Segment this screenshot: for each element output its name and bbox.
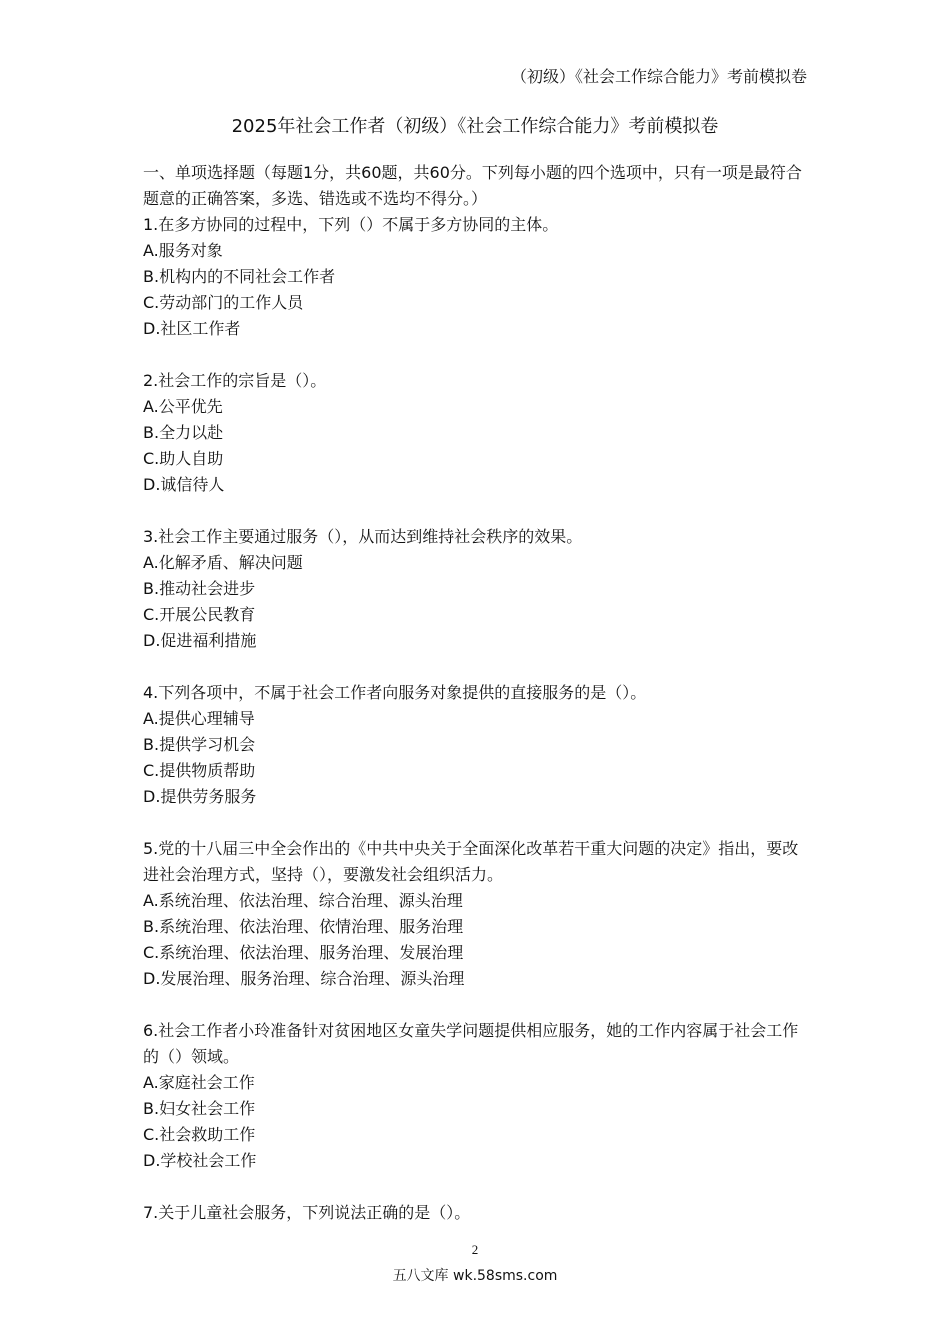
- answer-option: A.化解矛盾、解决问题: [143, 553, 303, 572]
- answer-option: B.提供学习机会: [143, 735, 256, 754]
- answer-option: B.推动社会进步: [143, 579, 256, 598]
- answer-option: B.妇女社会工作: [143, 1099, 256, 1118]
- answer-option: A.服务对象: [143, 241, 223, 260]
- answer-option: C.提供物质帮助: [143, 761, 256, 780]
- question-stem: 1.在多方协同的过程中，下列（）不属于多方协同的主体。: [143, 215, 559, 234]
- answer-option: C.开展公民教育: [143, 605, 256, 624]
- answer-option: D.促进福利措施: [143, 631, 257, 650]
- question-item: [143, 212, 811, 342]
- question-stem: 4.下列各项中，不属于社会工作者向服务对象提供的直接服务的是（）。: [143, 683, 647, 702]
- document-body: [143, 160, 811, 1252]
- footer-watermark: 五八文库 wk.58sms.com: [392, 1268, 558, 1284]
- page-number: 2: [471, 1242, 479, 1257]
- answer-option: C.社会救助工作: [143, 1125, 256, 1144]
- answer-option: D.提供劳务服务: [143, 787, 257, 806]
- answer-option: D.社区工作者: [143, 319, 241, 338]
- answer-option: C.系统治理、依法治理、服务治理、发展治理: [143, 943, 464, 962]
- answer-option: D.诚信待人: [143, 475, 225, 494]
- answer-option: A.系统治理、依法治理、综合治理、源头治理: [143, 891, 463, 910]
- question-stem: 2.社会工作的宗旨是（）。: [143, 371, 327, 390]
- question-list: [143, 212, 811, 1226]
- answer-option: B.全力以赴: [143, 423, 224, 442]
- question-item: [143, 1200, 811, 1226]
- answer-option: B.机构内的不同社会工作者: [143, 267, 336, 286]
- question-item: [143, 836, 811, 992]
- question-stem: 5.党的十八届三中全会作出的《中共中央关于全面深化改革若干重大问题的决定》指出，要改进社会治理方式，坚持（），要激发社会组织活力。: [143, 839, 799, 884]
- question-item: [143, 524, 811, 654]
- answer-option: C.劳动部门的工作人员: [143, 293, 304, 312]
- question-stem: 7.关于儿童社会服务，下列说法正确的是（）。: [143, 1203, 471, 1222]
- answer-option: C.助人自助: [143, 449, 224, 468]
- answer-option: A.公平优先: [143, 397, 223, 416]
- answer-option: B.系统治理、依法治理、依情治理、服务治理: [143, 917, 464, 936]
- question-item: [143, 1018, 811, 1174]
- answer-option: A.家庭社会工作: [143, 1073, 255, 1092]
- question-stem: 6.社会工作者小玲准备针对贫困地区女童失学问题提供相应服务，她的工作内容属于社会工作的（）领域。: [143, 1021, 799, 1066]
- answer-option: A.提供心理辅导: [143, 709, 255, 728]
- running-header: （初级）《社会工作综合能力》考前模拟卷: [510, 67, 807, 86]
- section-heading: 一、单项选择题（每题1分，共60题，共60分。下列每小题的四个选项中，只有一项是最符合题意的正确答案，多选、错选或不选均不得分。）: [143, 163, 802, 208]
- question-item: [143, 368, 811, 498]
- question-stem: 3.社会工作主要通过服务（），从而达到维持社会秩序的效果。: [143, 527, 583, 546]
- answer-option: D.学校社会工作: [143, 1151, 257, 1170]
- document-title: 2025年社会工作者（初级）《社会工作综合能力》考前模拟卷: [231, 116, 719, 137]
- question-item: [143, 680, 811, 810]
- answer-option: D.发展治理、服务治理、综合治理、源头治理: [143, 969, 465, 988]
